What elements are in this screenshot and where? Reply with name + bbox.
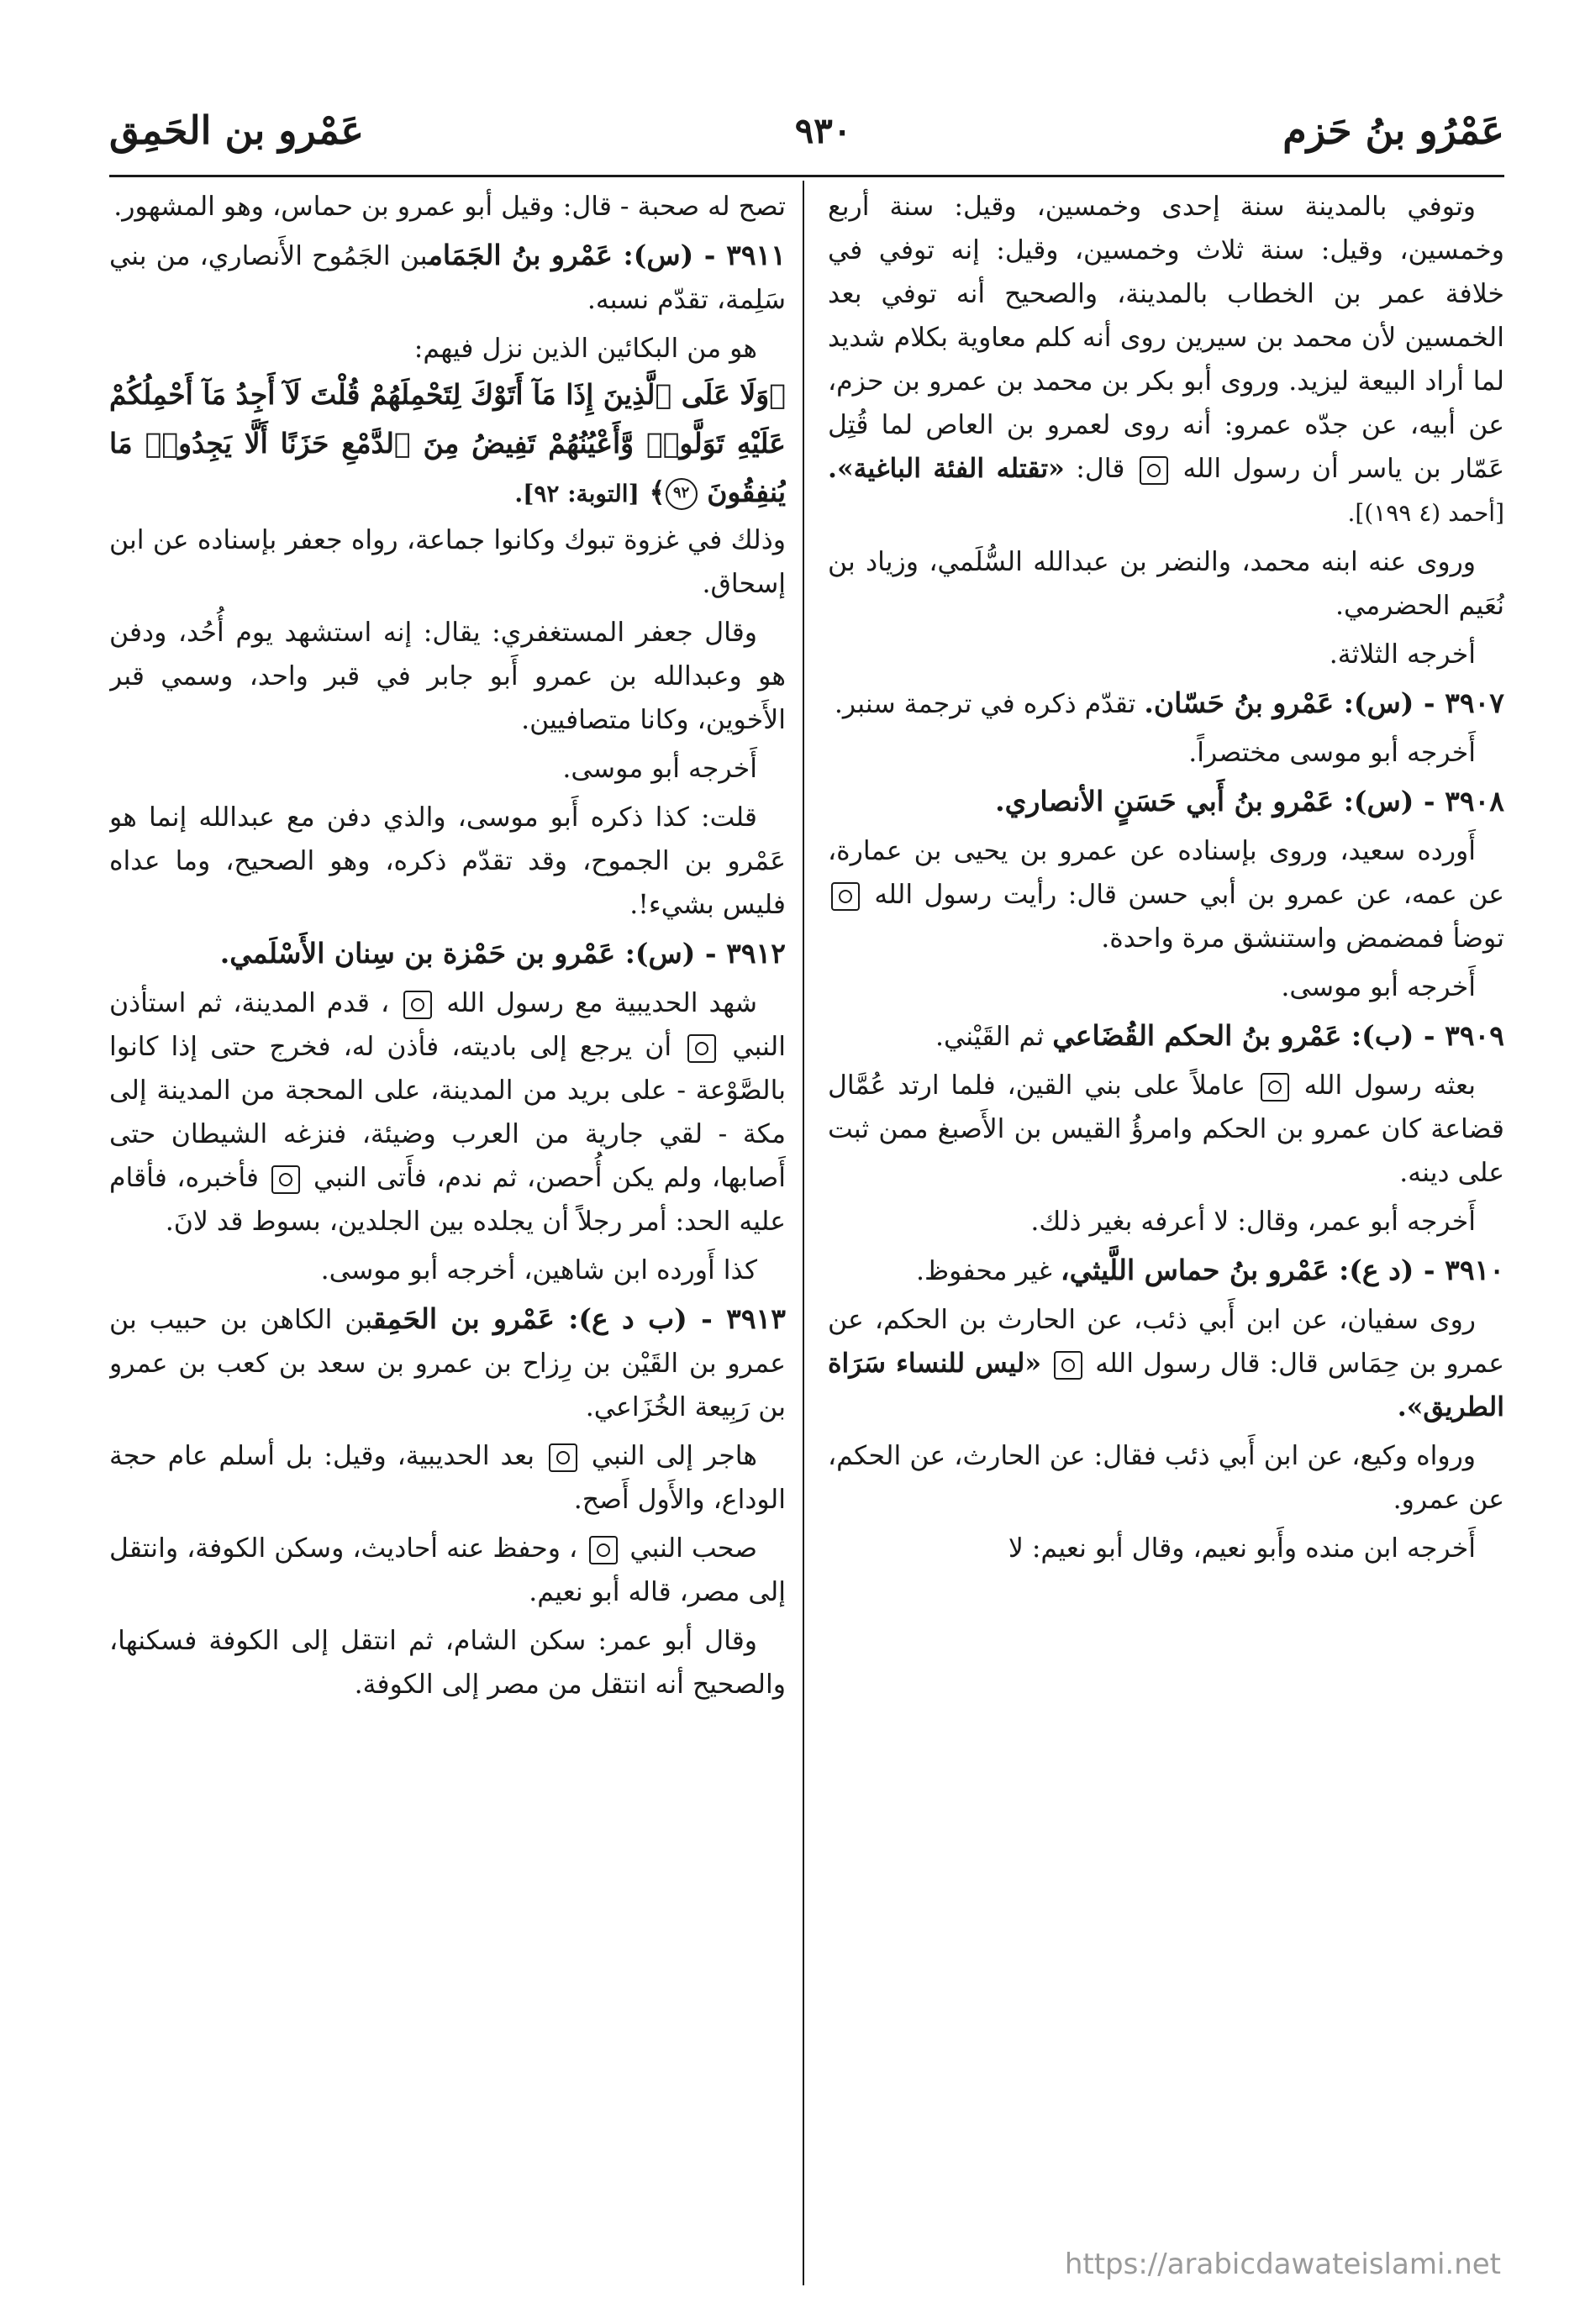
attribution: أَخرجه ابن منده وأَبو نعيم، وقال أبو نعيم: لا: [1008, 1533, 1476, 1564]
attribution: كذا أَورده ابن شاهين، أخرجه أبو موسى.: [320, 1255, 757, 1286]
paragraph: وتوفي بالمدينة سنة إحدى وخمسين، وقيل: سنة أربع وخمسين، وقيل: سنة ثلاث وخمسين، وقيل: إنه توفي في خلافة عمر بن الخطاب بالمدينة، والصحيح أنه توفي بعد الخمسين لأن محمد بن سيرين روى أنه كلم معاوية بكلام شديد لما أراد البيعة ليزيد. وروى أبو بكر بن محمد بن عمرو بن حزم، عن أبيه، عن جدّه عمرو: أنه روى لعمرو بن العاص لما قُتِل عَمّار بن ياسر أن رسول الله قال: «تقتله الفئة الباغية». [أحمد (٤ ١٩٩)].: [828, 192, 1504, 527]
verse-reference: [التوبة: ٩٢].: [514, 480, 640, 507]
right-column: [828, 185, 1504, 2285]
paragraph: هو من البكائين الذين نزل فيهم: ﴿وَلَا عَلَى ٱلَّذِينَ إِذَا مَآ أَتَوْكَ لِتَحْمِلَهُمْ قُلْتَ لَآ أَجِدُ مَآ أَحْمِلُكُمْ عَلَيْهِ تَوَلَّوا۟ وَّأَعْيُنُهُمْ تَفِيضُ مِنَ ٱلدَّمْعِ حَزَنًا أَلَّا يَجِدُوا۟ مَا يُنفِقُونَ ٩٢﴾ [التوبة: ٩٢]. وذلك في غزوة تبوك وكانوا جماعة، رواه جعفر بإسناده عن ابن إسحاق.: [109, 334, 786, 599]
entry-heading: ٣٩١٣ - (ب د ع): عَمْرو بن الحَمِق: [372, 1302, 786, 1335]
header-left-title: عَمْرو بن الحَمِق: [109, 108, 364, 153]
entry-3910: ٣٩١٠ - (د ع): عَمْرو بنُ حماس اللَّيثي، غير محفوظ.: [915, 1254, 1504, 1286]
quran-verse: ﴿وَلَا عَلَى ٱلَّذِينَ إِذَا مَآ أَتَوْكَ لِتَحْمِلَهُمْ قُلْتَ لَآ أَجِدُ مَآ أَحْمِلُكُمْ عَلَيْهِ تَوَلَّوا۟ وَّأَعْيُنُهُمْ تَفِيضُ مِنَ ٱلدَّمْعِ حَزَنًا أَلَّا يَجِدُوا۟ مَا يُنفِقُونَ ٩٢﴾ [التوبة: ٩٢].: [109, 378, 786, 508]
entry-3912: [109, 932, 786, 976]
attribution: أَخرجه أبو موسى.: [562, 754, 757, 784]
paragraph: روى سفيان، عن ابن أَبي ذئب، عن الحارث بن الحكم، عن عمرو بن حِمَاس قال: قال رسول الله «ليس للنساء سَرَاة الطريق».: [828, 1305, 1504, 1422]
honorific-icon: [831, 882, 860, 911]
entry-heading: ٣٩١٠ - (د ع): عَمْرو بنُ حماس اللَّيثي،: [1060, 1254, 1504, 1286]
entry-heading: ٣٩١١ - (س): عَمْرو بنُ الجَمَام: [428, 239, 786, 271]
paragraph: قلت: كذا ذكره أَبو موسى، والذي دفن مع عبدالله إنما هو عَمْرو بن الجموح، وقد تقدّم ذكره، وهو الصحيح، وما عداه فليس بشيء!.: [109, 802, 786, 920]
honorific-icon: [1054, 1351, 1082, 1380]
paragraph: بعثه رسول الله عاملاً على بني القين، فلما ارتد عُمَّال قضاعة كان عمرو بن الحكم وامرؤُ القيس بن الأَصبغ ممن ثبت على دينه.: [828, 1070, 1504, 1188]
paragraph: هاجر إلى النبي بعد الحديبية، وقيل: بل أسلم عام حجة الوداع، والأَول أَصح.: [109, 1441, 786, 1515]
entry-3907: ٣٩٠٧ - (س): عَمْرو بنُ حَسّان. تقدّم ذكره في ترجمة سنبر.: [834, 686, 1504, 719]
attribution: أَخرجه أبو موسى مختصراً.: [1188, 738, 1476, 768]
page-number: ٩٣٠: [794, 109, 852, 151]
entry-heading: ٣٩٠٧ - (س): عَمْرو بنُ حَسّان.: [1144, 686, 1504, 719]
entry-heading: ٣٩١٢ - (س): عَمْرو بن حَمْزة بن سِنان الأَسْلَمي.: [219, 937, 786, 970]
honorific-icon: [687, 1034, 716, 1063]
entry-3913: ٣٩١٣ - (ب د ع): عَمْرو بن الحَمِقبن الكاهن بن حبيب بن عمرو بن القَيْن بن رِزاح بن عمرو بن سعد بن كعب بن عمرو بن رَبِيعة الخُزَاعي.: [109, 1302, 786, 1422]
entry-3908: [828, 780, 1504, 824]
paragraph: أَورده سعيد، وروى بإسناده عن عمرو بن يحيى بن عمارة، عن عمه، عن عمرو بن أبي حسن قال: رأيت رسول الله توضأ فمضمض واستنشق مرة واحدة.: [828, 836, 1504, 954]
left-column: [109, 185, 786, 2285]
honorific-icon: [271, 1165, 300, 1194]
paragraph: وقال أبو عمر: سكن الشام، ثم انتقل إلى الكوفة فسكنها، والصحيح أنه انتقل من مصر إلى الكوفة.: [109, 1626, 786, 1700]
watermark-url: https://arabicdawateislami.net: [1064, 2248, 1501, 2281]
ayah-number-marker: ٩٢: [666, 478, 698, 510]
header-right-title: عَمْرُو بنُ حَزم: [1282, 108, 1504, 153]
entry-3911: ٣٩١١ - (س): عَمْرو بنُ الجَمَامبن الجَمُوح الأَنصاري، من بني سَلِمة، تقدّم نسبه.: [109, 239, 786, 315]
honorific-icon: [403, 991, 432, 1019]
entry-heading: ٣٩٠٩ - (ب): عَمْرو بنُ الحكم القُضَاعي: [1052, 1019, 1504, 1052]
paragraph: ورواه وكيع، عن ابن أَبي ذئب فقال: عن الحارث، عن الحكم، عن عمرو.: [828, 1441, 1504, 1515]
entry-heading: ٣٩٠٨ - (س): عَمْرو بنُ أَبي حَسَنٍ الأنصاري.: [995, 785, 1504, 818]
paragraph: شهد الحديبية مع رسول الله ، قدم المدينة، ثم استأذن النبي أن يرجع إلى باديته، فأذن له، فخرج حتى إذا كانوا بالصَّوْعة - على بريد من المدينة، على المحجة من المدينة إلى مكة - لقي جارية من العرب وضيئة، فنزغه الشيطان حتى أَصابها، ولم يكن أُحصن، ثم ندم، فأَتى النبي فأخبره، فأقام عليه الحد: أمر رجلاً أن يجلده بين الجلدين، بسوط قد لانَ.: [109, 988, 786, 1237]
attribution: أَخرجه أبو موسى.: [1281, 972, 1476, 1002]
honorific-icon: [589, 1536, 618, 1564]
paragraph: وروى عنه ابنه محمد، والنضر بن عبدالله السُّلَمي، وزياد بن نُعَيم الحضرمي.: [828, 547, 1504, 621]
column-divider: [803, 181, 804, 2285]
honorific-icon: [1140, 456, 1168, 485]
paragraph: صحب النبي ، وحفظ عنه أحاديث، وسكن الكوفة، وانتقل إلى مصر، قاله أبو نعيم.: [109, 1533, 786, 1607]
entry-3909: ٣٩٠٩ - (ب): عَمْرو بنُ الحكم القُضَاعي ثم القَيْني.: [935, 1019, 1504, 1052]
header-rule: [109, 175, 1504, 177]
honorific-icon: [1261, 1073, 1289, 1102]
attribution: أخرجه الثلاثة.: [1329, 639, 1476, 670]
running-header: [109, 92, 1504, 168]
paragraph: وقال جعفر المستغفري: يقال: إنه استشهد يوم أُحُد، ودفن هو وعبدالله بن عمرو أَبو جابر في قبر واحد، وسمي قبر الأَخوين، وكانا متصافيين.: [109, 618, 786, 735]
attribution: أَخرجه أبو عمر، وقال: لا أعرفه بغير ذلك.: [1030, 1207, 1476, 1237]
paragraph: تصح له صحبة - قال: وقيل أبو عمرو بن حماس، وهو المشهور.: [113, 192, 786, 222]
honorific-icon: [549, 1443, 577, 1472]
